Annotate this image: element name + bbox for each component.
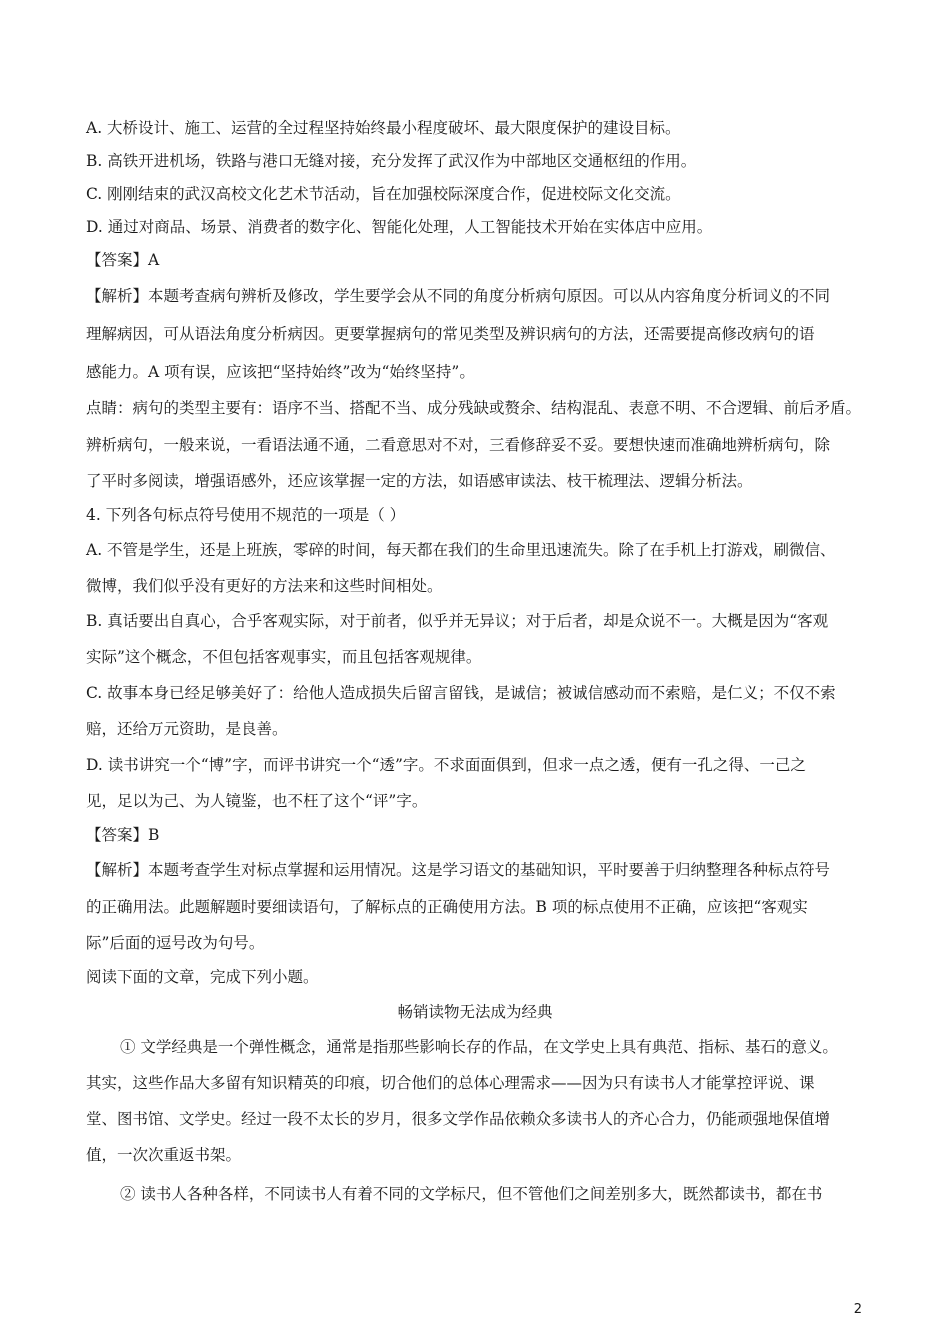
analysis-line: 感能力。A 项有误，应该把“坚持始终”改为“始终坚持”。: [86, 363, 475, 381]
paragraph-1-line: ① 文学经典是一个弹性概念，通常是指那些影响长存的作品，在文学史上具有典范、指标、基石的意义。: [120, 1038, 838, 1056]
article-title: 畅销读物无法成为经典: [397, 1003, 553, 1021]
q4-option-d: D. 读书讲究一个“博”字，而评书讲究一个“透”字。不求面面俱到，但求一点之透，便有一孔之得、一己之: [86, 756, 806, 774]
analysis-line: 理解病因，可从语法角度分析病因。更要掌握病句的常见类型及辨识病句的方法，还需要提高修改病句的语: [86, 325, 815, 343]
answer-label: 【答案】B: [86, 826, 160, 844]
option-c-line: C. 刚刚结束的武汉高校文化艺术节活动，旨在加强校际深度合作，促进校际文化交流。: [86, 185, 681, 203]
q4-option-b: B. 真话要出自真心，合乎客观实际，对于前者，似乎并无异议；对于后者，却是众说不一。大概是因为“客观: [86, 612, 829, 630]
q4-option-a: A. 不管是学生，还是上班族，零碎的时间，每天都在我们的生命里迅速流失。除了在手机上打游戏，刷微信、: [86, 541, 836, 559]
option-b-line: B. 高铁开进机场，铁路与港口无缝对接，充分发挥了武汉作为中部地区交通枢纽的作用。: [86, 152, 697, 170]
page-number: 2: [853, 1302, 862, 1317]
analysis-line: 【解析】本题考查学生对标点掌握和运用情况。这是学习语文的基础知识，平时要善于归纳整理各种标点符号: [86, 861, 831, 879]
reading-instruction: 阅读下面的文章，完成下列小题。: [86, 968, 319, 986]
option-a-line: A. 大桥设计、施工、运营的全过程坚持始终最小程度破坏、最大限度保护的建设目标。: [86, 119, 681, 137]
paragraph-1-line: 其实，这些作品大多留有知识精英的印痕，切合他们的总体心理需求——因为只有读书人才能掌控评说、课: [86, 1074, 815, 1092]
option-d-line: D. 通过对商品、场景、消费者的数字化、智能化处理，人工智能技术开始在实体店中应用。: [86, 218, 713, 236]
paragraph-2-line: ② 读书人各种各样，不同读书人有着不同的文学标尺，但不管他们之间差别多大，既然都读书，都在书: [120, 1185, 823, 1203]
answer-label: 【答案】A: [86, 251, 160, 269]
q4-option-c-cont: 赔，还给万元资助，是良善。: [86, 720, 288, 738]
paragraph-1-line: 堂、图书馆、文学史。经过一段不太长的岁月，很多文学作品依赖众多读书人的齐心合力，仍能顽强地保值增: [86, 1110, 831, 1128]
q4-option-a-cont: 微博，我们似乎没有更好的方法来和这些时间相处。: [86, 577, 443, 595]
tip-line: 辨析病句，一般来说，一看语法通不通，二看意思对不对，三看修辞妥不妥。要想快速而准确地辨析病句，除: [86, 436, 831, 454]
tip-line: 了平时多阅读，增强语感外，还应该掌握一定的方法，如语感审读法、枝干梳理法、逻辑分析法。: [86, 472, 753, 490]
q4-option-b-cont: 实际”这个概念，不但包括客观事实，而且包括客观规律。: [86, 648, 482, 666]
analysis-line: 【解析】本题考查病句辨析及修改，学生要学会从不同的角度分析病句原因。可以从内容角度分析词义的不同: [86, 287, 831, 305]
analysis-line: 的正确用法。此题解题时要细读语句，了解标点的正确使用方法。B 项的标点使用不正确，应该把“客观实: [86, 898, 808, 916]
paragraph-1-line: 值，一次次重返书架。: [86, 1146, 242, 1164]
q4-option-d-cont: 见，足以为己、为人镜鉴，也不枉了这个“评”字。: [86, 792, 428, 810]
q4-option-c: C. 故事本身已经足够美好了：给他人造成损失后留言留钱，是诚信；被诚信感动而不索赔，是仁义；不仅不索: [86, 684, 836, 702]
analysis-line: 际”后面的逗号改为句号。: [86, 934, 265, 952]
question-4-stem: 4. 下列各句标点符号使用不规范的一项是（ ）: [86, 506, 406, 524]
tip-line: 点睛：病句的类型主要有：语序不当、搭配不当、成分残缺或赘余、结构混乱、表意不明、不合逻辑、前后矛盾。: [86, 399, 862, 417]
